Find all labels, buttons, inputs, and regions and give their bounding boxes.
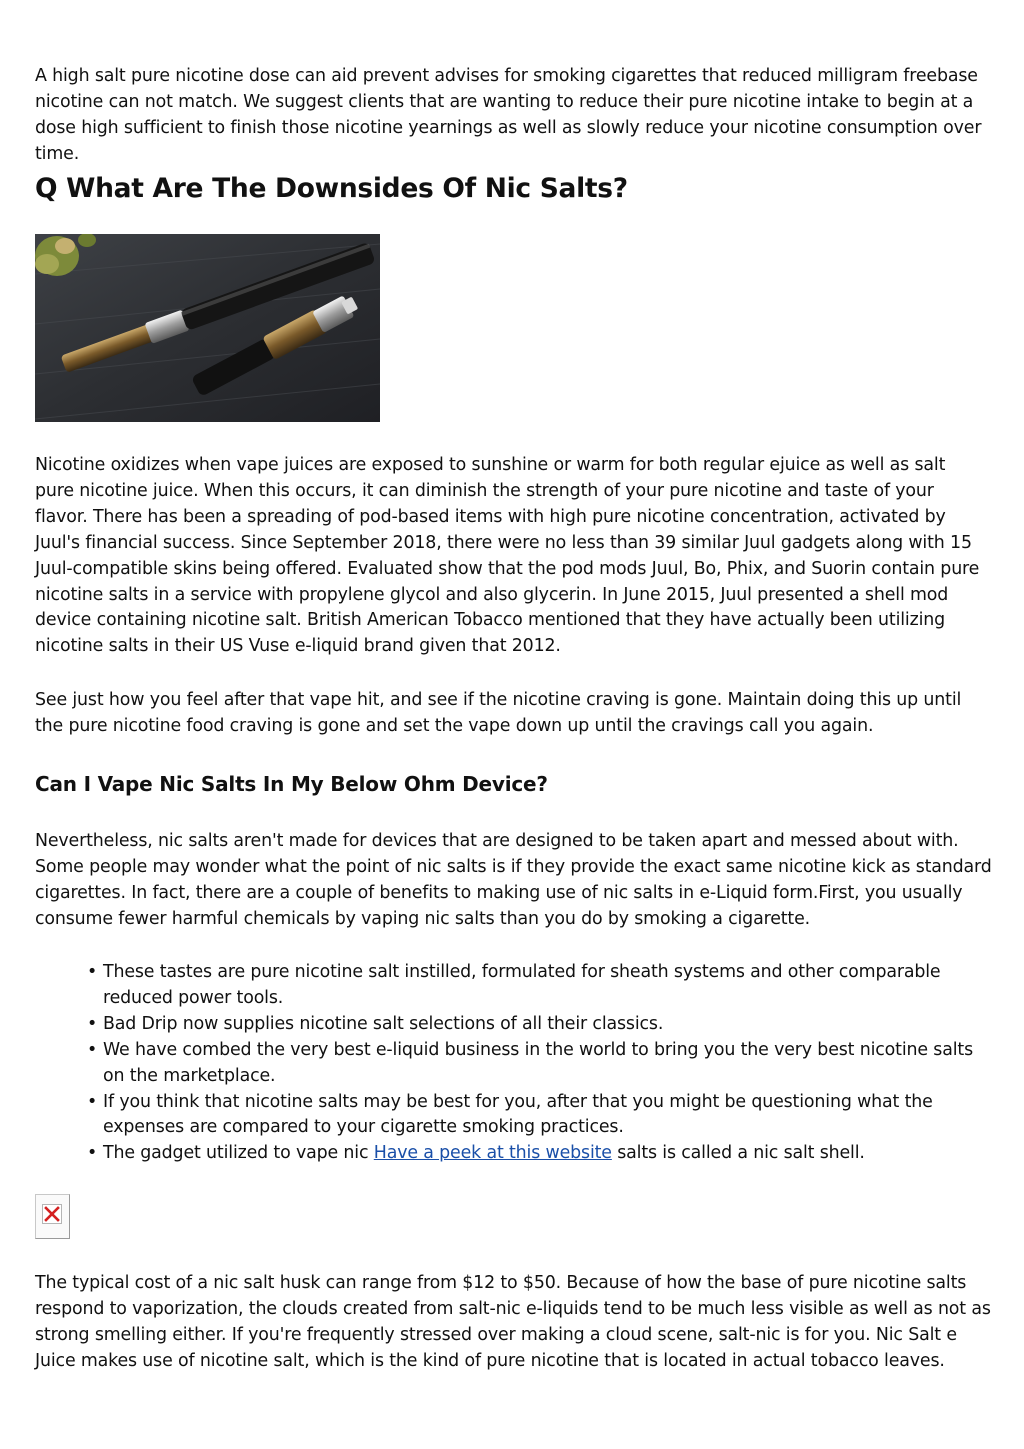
broken-image <box>35 1194 70 1239</box>
bullet-icon: • <box>87 1039 98 1060</box>
list-item <box>87 1012 997 1038</box>
list-item-text: Bad Drip now supplies nicotine salt selections of all their classics. <box>103 1013 664 1034</box>
list-item-text: These tastes are pure nicotine salt instilled, formulated for sheath systems and other comparable reduced power tools. <box>103 962 941 1008</box>
bullet-icon: • <box>87 1013 98 1034</box>
list-item <box>87 1141 997 1167</box>
list-item <box>87 1090 997 1142</box>
broken-image-icon <box>42 1204 62 1224</box>
list-item <box>87 1038 997 1090</box>
downsides-paragraph: Nicotine oxidizes when vape juices are exposed to sunshine or warm for both regular ejuice as well as salt pure nicotine juice. When this occurs, it can diminish the strength of your pure nicotine and taste of your flavor. There has been a spreading of pod-based items with high pure nicotine concentration, activated by Juul's financial success. Since September 2018, there were no less than 39 similar Juul gadgets along with 15 Juul-compatible skins being offered. Evaluated show that the pod mods Juul, Bo, Phix, and Suorin contain pure nicotine salts in a service with propylene glycol and also glycerin. In June 2015, Juul presented a shell mod device containing nicotine salt. British American Tobacco mentioned that they have actually been utilizing nicotine salts in their US Vuse e-liquid brand given that 2012. <box>35 455 980 657</box>
bullet-icon: • <box>87 1091 98 1112</box>
peek-website-link[interactable]: Have a peek at this website <box>373 1143 612 1164</box>
vape-pens-photo <box>35 234 380 422</box>
list-item-text: If you think that nicotine salts may be best for you, after that you might be questioning what the expenses are compared to your cigarette smoking practices. <box>103 1091 933 1138</box>
craving-paragraph: See just how you feel after that vape hit, and see if the nicotine craving is gone. Maintain doing this up until the pure nicotine food craving is gone and set the vape down up until the cravings call you again. <box>35 690 962 736</box>
section-heading-sub-ohm: Can I Vape Nic Salts In My Below Ohm Device? <box>35 772 548 796</box>
list-item-text-before: The gadget utilized to vape nic <box>103 1143 374 1164</box>
list-item-text: We have combed the very best e-liquid business in the world to bring you the very best nicotine salts on the marketplace. <box>103 1039 973 1086</box>
benefits-list <box>87 960 997 1167</box>
sub-ohm-paragraph: Nevertheless, nic salts aren't made for devices that are designed to be taken apart and messed about with. Some people may wonder what the point of nic salts is if they provide the exact same nicotine kick as standard cigarettes. In fact, there are a couple of benefits to making use of nic salts in e-Liquid form.First, you usually consume fewer harmful chemicals by vaping nic salts than you do by smoking a cigarette. <box>35 831 992 929</box>
closing-paragraph: The typical cost of a nic salt husk can range from $12 to $50. Because of how the base of pure nicotine salts respond to vaporization, the clouds created from salt-nic e-liquids tend to be much less visible as well as not as strong smelling either. If you're frequently stressed over making a cloud scene, salt-nic is for you. Nic Salt e Juice makes use of nicotine salt, which is the kind of pure nicotine that is located in actual tobacco leaves. <box>35 1273 991 1371</box>
bullet-icon: • <box>87 962 98 982</box>
bullet-icon: • <box>87 1143 98 1164</box>
list-item-text-after: salts is called a nic salt shell. <box>611 1143 865 1164</box>
list-item <box>87 960 997 1012</box>
section-heading-downsides: Q What Are The Downsides Of Nic Salts? <box>35 173 628 204</box>
intro-paragraph: A high salt pure nicotine dose can aid prevent advises for smoking cigarettes that reduced milligram freebase nicotine can not match. We suggest clients that are wanting to reduce their pure nicotine intake to begin at a dose high sufficient to finish those nicotine yearnings as well as slowly reduce your nicotine consumption over time. <box>35 66 982 164</box>
